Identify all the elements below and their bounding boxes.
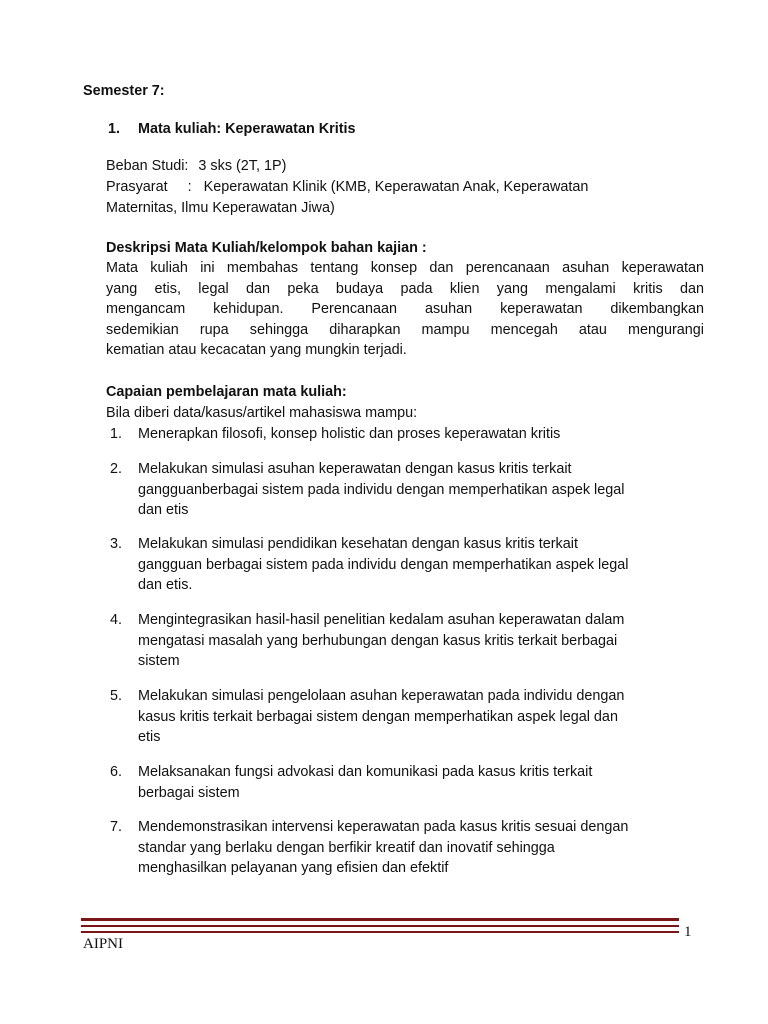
course-number: 1.	[108, 121, 121, 137]
outcome-line: mengatasi masalah yang berhubungan dengan kasus kritis terkait berbagai	[138, 632, 618, 649]
description-line: kematian atau kecacatan yang mungkin terjadi.	[106, 342, 407, 358]
outcome-line: menghasilkan pelayanan yang efisien dan efektif	[138, 860, 449, 876]
outcome-line: Mengintegrasikan hasil-hasil penelitian kedalam asuhan keperawatan dalam	[138, 612, 625, 628]
outcomes-intro: Bila diberi data/kasus/artikel mahasiswa mampu:	[106, 405, 418, 421]
outcome-line: Melakukan simulasi pengelolaan asuhan keperawatan pada individu dengan	[138, 688, 625, 704]
beban-studi	[106, 156, 286, 177]
beban-value: 3 sks (2T, 1P)	[198, 158, 287, 174]
outcome-line: gangguanberbagai sistem pada individu dengan memperhatikan aspek legal	[138, 481, 625, 498]
outcome-line: kasus kritis terkait berbagai sistem dengan memperhatikan aspek legal dan	[138, 708, 618, 725]
footer-rule-bottom	[81, 931, 679, 933]
outcome-item	[138, 610, 708, 672]
description-line: yang etis, legal dan peka budaya pada klien yang mengalami kritis dan	[106, 280, 704, 297]
outcomes-heading: Capaian pembelajaran mata kuliah:	[106, 384, 347, 400]
outcome-number: 1.	[110, 426, 123, 442]
prasyarat	[106, 177, 588, 198]
outcome-number: 4.	[110, 612, 123, 628]
outcome-line: Mendemonstrasikan intervensi keperawatan pada kasus kritis sesuai dengan	[138, 819, 629, 835]
outcome-line: sistem	[138, 653, 180, 669]
outcome-number: 5.	[110, 688, 123, 704]
semester-heading: Semester 7:	[83, 83, 165, 99]
description-heading: Deskripsi Mata Kuliah/kelompok bahan kajian :	[106, 240, 427, 256]
footer-org: AIPNI	[83, 936, 123, 952]
outcome-line: standar yang berlaku dengan berfikir kreatif dan inovatif sehingga	[138, 839, 555, 856]
outcome-item	[138, 817, 708, 879]
prasyarat-value-line1: Keperawatan Klinik (KMB, Keperawatan Anak, Keperawatan	[203, 179, 589, 195]
outcome-item	[138, 459, 708, 521]
outcome-line: gangguan berbagai sistem pada individu dengan memperhatikan aspek legal	[138, 556, 629, 573]
beban-label: Beban Studi:	[106, 158, 189, 174]
outcome-line: dan etis	[138, 502, 189, 518]
outcome-line: berbagai sistem	[138, 784, 240, 801]
outcome-line: Melakukan simulasi pendidikan kesehatan dengan kasus kritis terkait	[138, 536, 578, 552]
footer-rule-middle	[81, 925, 679, 927]
outcome-item	[138, 424, 708, 445]
prasyarat-colon: :	[187, 179, 192, 195]
description-line: mengancam kehidupan. Perencanaan asuhan keperawatan dikembangkan	[106, 301, 704, 317]
outcome-line: dan etis.	[138, 577, 193, 593]
outcome-line: Melaksanakan fungsi advokasi dan komunikasi pada kasus kritis terkait	[138, 764, 593, 780]
prasyarat-label: Prasyarat	[106, 179, 168, 195]
outcome-number: 7.	[110, 819, 123, 835]
course-title: Mata kuliah: Keperawatan Kritis	[138, 121, 356, 137]
description-line: sedemikian rupa sehingga diharapkan mampu mencegah atau mengurangi	[106, 321, 704, 338]
outcome-line: Menerapkan filosofi, konsep holistic dan proses keperawatan kritis	[138, 426, 561, 442]
outcome-number: 2.	[110, 461, 123, 477]
description-line: Mata kuliah ini membahas tentang konsep dan perencanaan asuhan keperawatan	[106, 260, 704, 276]
outcome-line: Melakukan simulasi asuhan keperawatan dengan kasus kritis terkait	[138, 461, 572, 477]
outcome-item	[138, 686, 708, 748]
prasyarat-value-line2: Maternitas, Ilmu Keperawatan Jiwa)	[106, 200, 335, 216]
outcome-item	[138, 762, 708, 803]
outcome-line: etis	[138, 729, 161, 745]
outcome-number: 3.	[110, 536, 123, 552]
page-number: 1	[684, 924, 692, 940]
outcome-number: 6.	[110, 764, 123, 780]
footer-rule-top	[81, 918, 679, 921]
outcome-item	[138, 534, 708, 596]
